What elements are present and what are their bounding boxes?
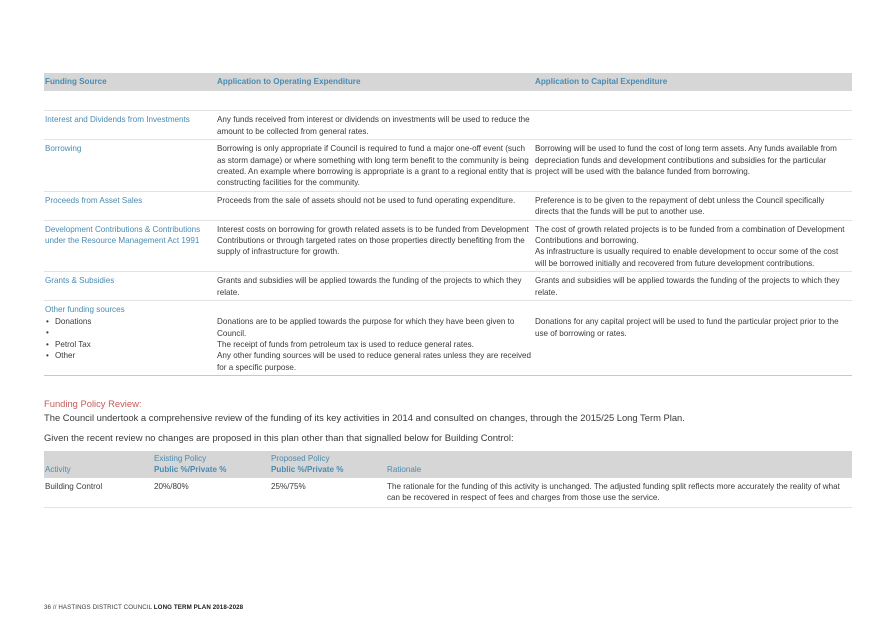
- operating-cell: Interest costs on borrowing for growth related assets is to be funded from Development Contributions or through targeted rates on those properties directly benefiting from the supply of infrastructure for growth.: [216, 220, 534, 272]
- funding-sources-section: [44, 73, 852, 376]
- table-row: [44, 478, 852, 507]
- proposed-policy-split-label: Public %/Private %: [271, 465, 344, 475]
- cell-gap: [535, 304, 850, 316]
- capital-cell: [534, 220, 852, 272]
- funding-source-cell: Borrowing: [44, 140, 216, 192]
- existing-policy-label: Existing Policy: [154, 454, 207, 463]
- capital-paragraph: As infrastructure is usually required to enable development to occur some of the cost will be borrowed initially and recovered from future development contributions.: [535, 247, 839, 268]
- header-spacer-row: [44, 91, 852, 111]
- operating-paragraph: The receipt of funds from petroleum tax is used to reduce general rates.: [217, 339, 474, 349]
- funding-source-cell: Proceeds from Asset Sales: [44, 191, 216, 220]
- other-funding-label: Other funding sources: [45, 305, 125, 315]
- existing-policy-cell: 20%/80%: [153, 478, 270, 507]
- operating-cell: Borrowing is only appropriate if Council is required to fund a major one-off event (such as storm damage) or where something with long term benefit to the community is being created. An example where borrowing is appropriate is a grant to a regional entity that is constructing facilities for the community.: [216, 140, 534, 192]
- funding-source-cell: Interest and Dividends from Investments: [44, 111, 216, 140]
- capital-paragraph: Donations for any capital project will be used to fund the particular project prior to the use of borrowing or rates.: [535, 317, 839, 338]
- capital-cell: [534, 111, 852, 140]
- policy-table-header: [44, 451, 852, 478]
- footer-plan-title: LONG TERM PLAN 2018-2028: [153, 604, 244, 611]
- funding-source-cell: [44, 301, 216, 376]
- funding-source-cell: Development Contributions & Contributions under the Resource Management Act 1991: [44, 220, 216, 272]
- operating-cell: [216, 301, 534, 376]
- cell-gap: [217, 304, 532, 316]
- header-rationale: Rationale: [386, 451, 852, 478]
- header-existing-policy: [153, 451, 270, 478]
- operating-cell: Grants and subsidies will be applied towards the funding of the projects to which they relate.: [216, 272, 534, 301]
- operating-cell: Any funds received from interest or dividends on investments will be used to reduce the amount to be collected from general rates.: [216, 111, 534, 140]
- footer-page-label: 36 // HASTINGS DISTRICT COUNCIL: [44, 604, 152, 611]
- operating-cell: Proceeds from the sale of assets should not be used to fund operating expenditure.: [216, 191, 534, 220]
- activity-cell: Building Control: [44, 478, 153, 507]
- review-title: Funding Policy Review:: [44, 398, 142, 409]
- page-footer: [44, 604, 243, 611]
- funding-source-cell: Grants & Subsidies: [44, 272, 216, 301]
- header-activity: Activity: [44, 451, 153, 478]
- table-row: [44, 301, 852, 376]
- capital-cell: [534, 301, 852, 376]
- list-item: • Donations: [45, 316, 214, 327]
- capital-cell: Preference is to be given to the repayment of debt unless the Council specifically directs that the funds will be put to another use.: [534, 191, 852, 220]
- list-item: • Other: [45, 350, 214, 361]
- review-paragraph: The Council undertook a comprehensive review of the funding of its key activities in 2014 and consulted on changes, through the 2015/25 Long Term Plan.: [44, 412, 685, 423]
- table-row: [44, 272, 852, 301]
- header-capital-expenditure: Application to Capital Expenditure: [534, 73, 852, 91]
- table-row: [44, 111, 852, 140]
- table-row: [44, 140, 852, 192]
- header-operating-expenditure: Application to Operating Expenditure: [216, 73, 534, 91]
- proposed-policy-label: Proposed Policy: [271, 454, 330, 463]
- proposed-policy-cell: 25%/75%: [270, 478, 386, 507]
- header-proposed-policy: [270, 451, 386, 478]
- capital-cell: Borrowing will be used to fund the cost of long term assets. Any funds available from depreciation funds and development contributions and subsidies for the particular project will be used with the balance funded from borrowing.: [534, 140, 852, 192]
- header-funding-source: Funding Source: [44, 73, 216, 91]
- table-row: [44, 220, 852, 272]
- operating-paragraph: Any other funding sources will be used to reduce general rates unless they are received for a specific purpose.: [217, 351, 532, 372]
- review-paragraph: Given the recent review no changes are proposed in this plan other than that signalled below for Building Control:: [44, 432, 514, 443]
- table-row: [44, 191, 852, 220]
- rationale-cell: The rationale for the funding of this activity is unchanged. The adjusted funding split reflects more accurately the reality of what can be recovered in respect of fees and charges from those use the service.: [386, 478, 852, 507]
- operating-paragraph: Donations are to be applied towards the purpose for which they have been given to Council.: [217, 317, 515, 338]
- policy-change-table: [44, 451, 852, 508]
- capital-paragraph: The cost of growth related projects is to be funded from a combination of Development Contributions and borrowing.: [535, 224, 845, 246]
- list-gap: [45, 327, 214, 339]
- other-funding-list: [45, 316, 214, 362]
- capital-cell: Grants and subsidies will be applied towards the funding of the projects to which they relate.: [534, 272, 852, 301]
- existing-policy-split-label: Public %/Private %: [154, 465, 227, 475]
- funding-table-header: [44, 73, 852, 91]
- funding-sources-table: [44, 73, 852, 376]
- list-item: • Petrol Tax: [45, 339, 214, 350]
